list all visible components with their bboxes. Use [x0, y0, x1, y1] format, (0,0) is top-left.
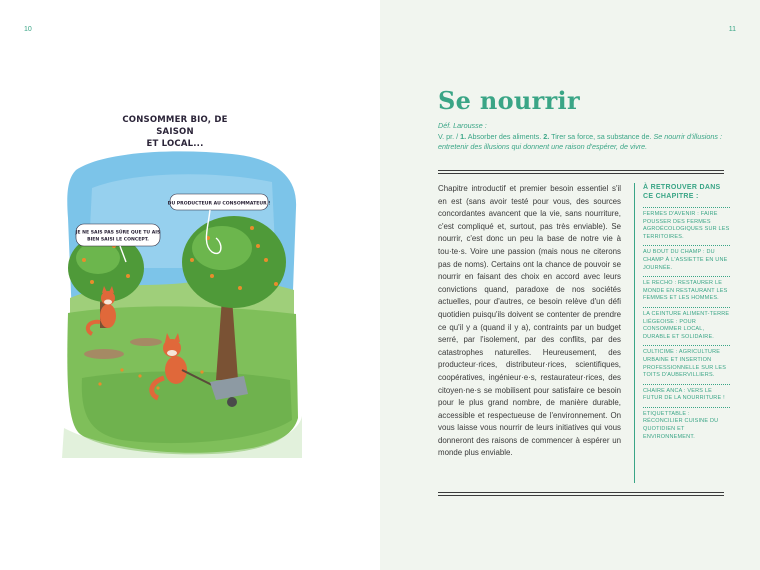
comic-title	[105, 114, 245, 150]
sidebar-item: LA CEINTURE ALIMENT-TERRE LIÉGEOISE : POUR CONSOMMER LOCAL, DURABLE ET SOLIDAIRE.	[643, 307, 730, 345]
grass-shade	[82, 371, 292, 443]
comic-title-line1: CONSOMMER BIO, DE SAISON	[122, 115, 228, 137]
definition-part2: Tirer sa force, sa substance de.	[549, 131, 654, 141]
bubble-left-text-1: JE NE SAIS PAS SÛRE QUE TU AIS	[75, 230, 161, 236]
definition-part1: Absorber des aliments.	[466, 131, 544, 141]
chapter-contents-sidebar	[634, 183, 730, 483]
divider-bottom-1	[438, 492, 724, 493]
sidebar-item: FERMES D'AVENIR : FAIRE POUSSER DES FERMES AGROÉCOLOGIQUES SUR LES TERRITOIRES.	[643, 207, 730, 245]
sidebar-list	[643, 207, 730, 445]
definition-num2: 2.	[543, 131, 550, 141]
comic-illustration	[62, 148, 302, 458]
bubble-right-text: DU PRODUCTEUR AU CONSOMMATEUR !	[167, 201, 271, 207]
definition-block	[438, 121, 726, 153]
tree-foliage-right-light	[192, 226, 252, 270]
sidebar-item: AU BOUT DU CHAMP : DU CHAMP À L'ASSIETTE EN UNE JOURNÉE.	[643, 245, 730, 276]
definition-italic: Se nourrir d'illusions : entretenir des illusions qui donnent une raison d'espérer, de vivre.	[438, 131, 722, 151]
sidebar-title: À RETROUVER DANS CE CHAPITRE :	[643, 184, 721, 200]
divider-bottom-2	[438, 495, 724, 496]
page-number-right: 11	[728, 26, 736, 33]
divider-top-2	[438, 173, 724, 174]
bubble-left-text-2: BIEN SAISI LE CONCEPT.	[87, 237, 149, 243]
chapter-title: Se nourrir	[438, 86, 580, 115]
sidebar-item: LE RECHO : RESTAURER LE MONDE EN RESTAURANT LES FEMMES ET LES HOMMES.	[643, 276, 730, 307]
page-number-left: 10	[24, 26, 32, 33]
comic-title-line2: ET LOCAL...	[146, 139, 204, 149]
dug-hole-1	[84, 349, 124, 359]
sidebar-item: CHAIRE ANCA : VERS LE FUTUR DE LA NOURRITURE !	[643, 384, 730, 407]
definition-label: Déf. Larousse :	[438, 121, 487, 130]
definition-text	[438, 132, 726, 153]
intro-paragraph: Chapitre introductif et premier besoin essentiel s'il en est (sans avoir testé pour vous, des sources concordantes avancent que la vie, sans nourriture, c'est compliqué et, surtout, pas très enviable). Se nourrir, c'est donc un peu la base de notre vie à tou·te·s. Voire une passion (mais nous ne citerons pas de noms). Certains ont la chance de pouvoir se nourrir en faisant des choix en accord avec leurs convictions quand, paradoxe de nos sociétés actuelles, pour d'autres, ce besoin relève d'un défi quotidien puisqu'ils doivent se contenter de prendre ce qu'il y a (quand il y a), contraints par un budget serré, par l'isolement, par des conflits, par des catastrophes naturelles. Heureusement, des producteur·rices, distributeur·rices, scientifiques, coopératives, ingénieur·e·s, restaurateur·rices, des citoyen·ne·s se mobilisent pour satisfaire ce besoin pour le plus grand nombre, de manière durable, accessible et respectueuse de l'environnement. On vous laisse vous nourrir de leurs initiatives qui vous donneront des raisons de commencer à espérer un monde plus enviable.	[438, 184, 621, 458]
sidebar-item: CULTICIME : AGRICULTURE URBAINE ET INSERTION PROFESSIONNELLE SUR LES TOITS D'AUBERVILLIERS.	[643, 345, 730, 383]
dug-hole-2	[130, 338, 162, 346]
definition-prefix: V. pr. /	[438, 131, 461, 141]
divider-top-1	[438, 170, 724, 171]
definition-num1: 1.	[460, 131, 467, 141]
sidebar-item: ETIQUETTABLE : RÉCONCILIER CUISINE DU QUOTIDIEN ET ENVIRONNEMENT.	[643, 407, 730, 445]
